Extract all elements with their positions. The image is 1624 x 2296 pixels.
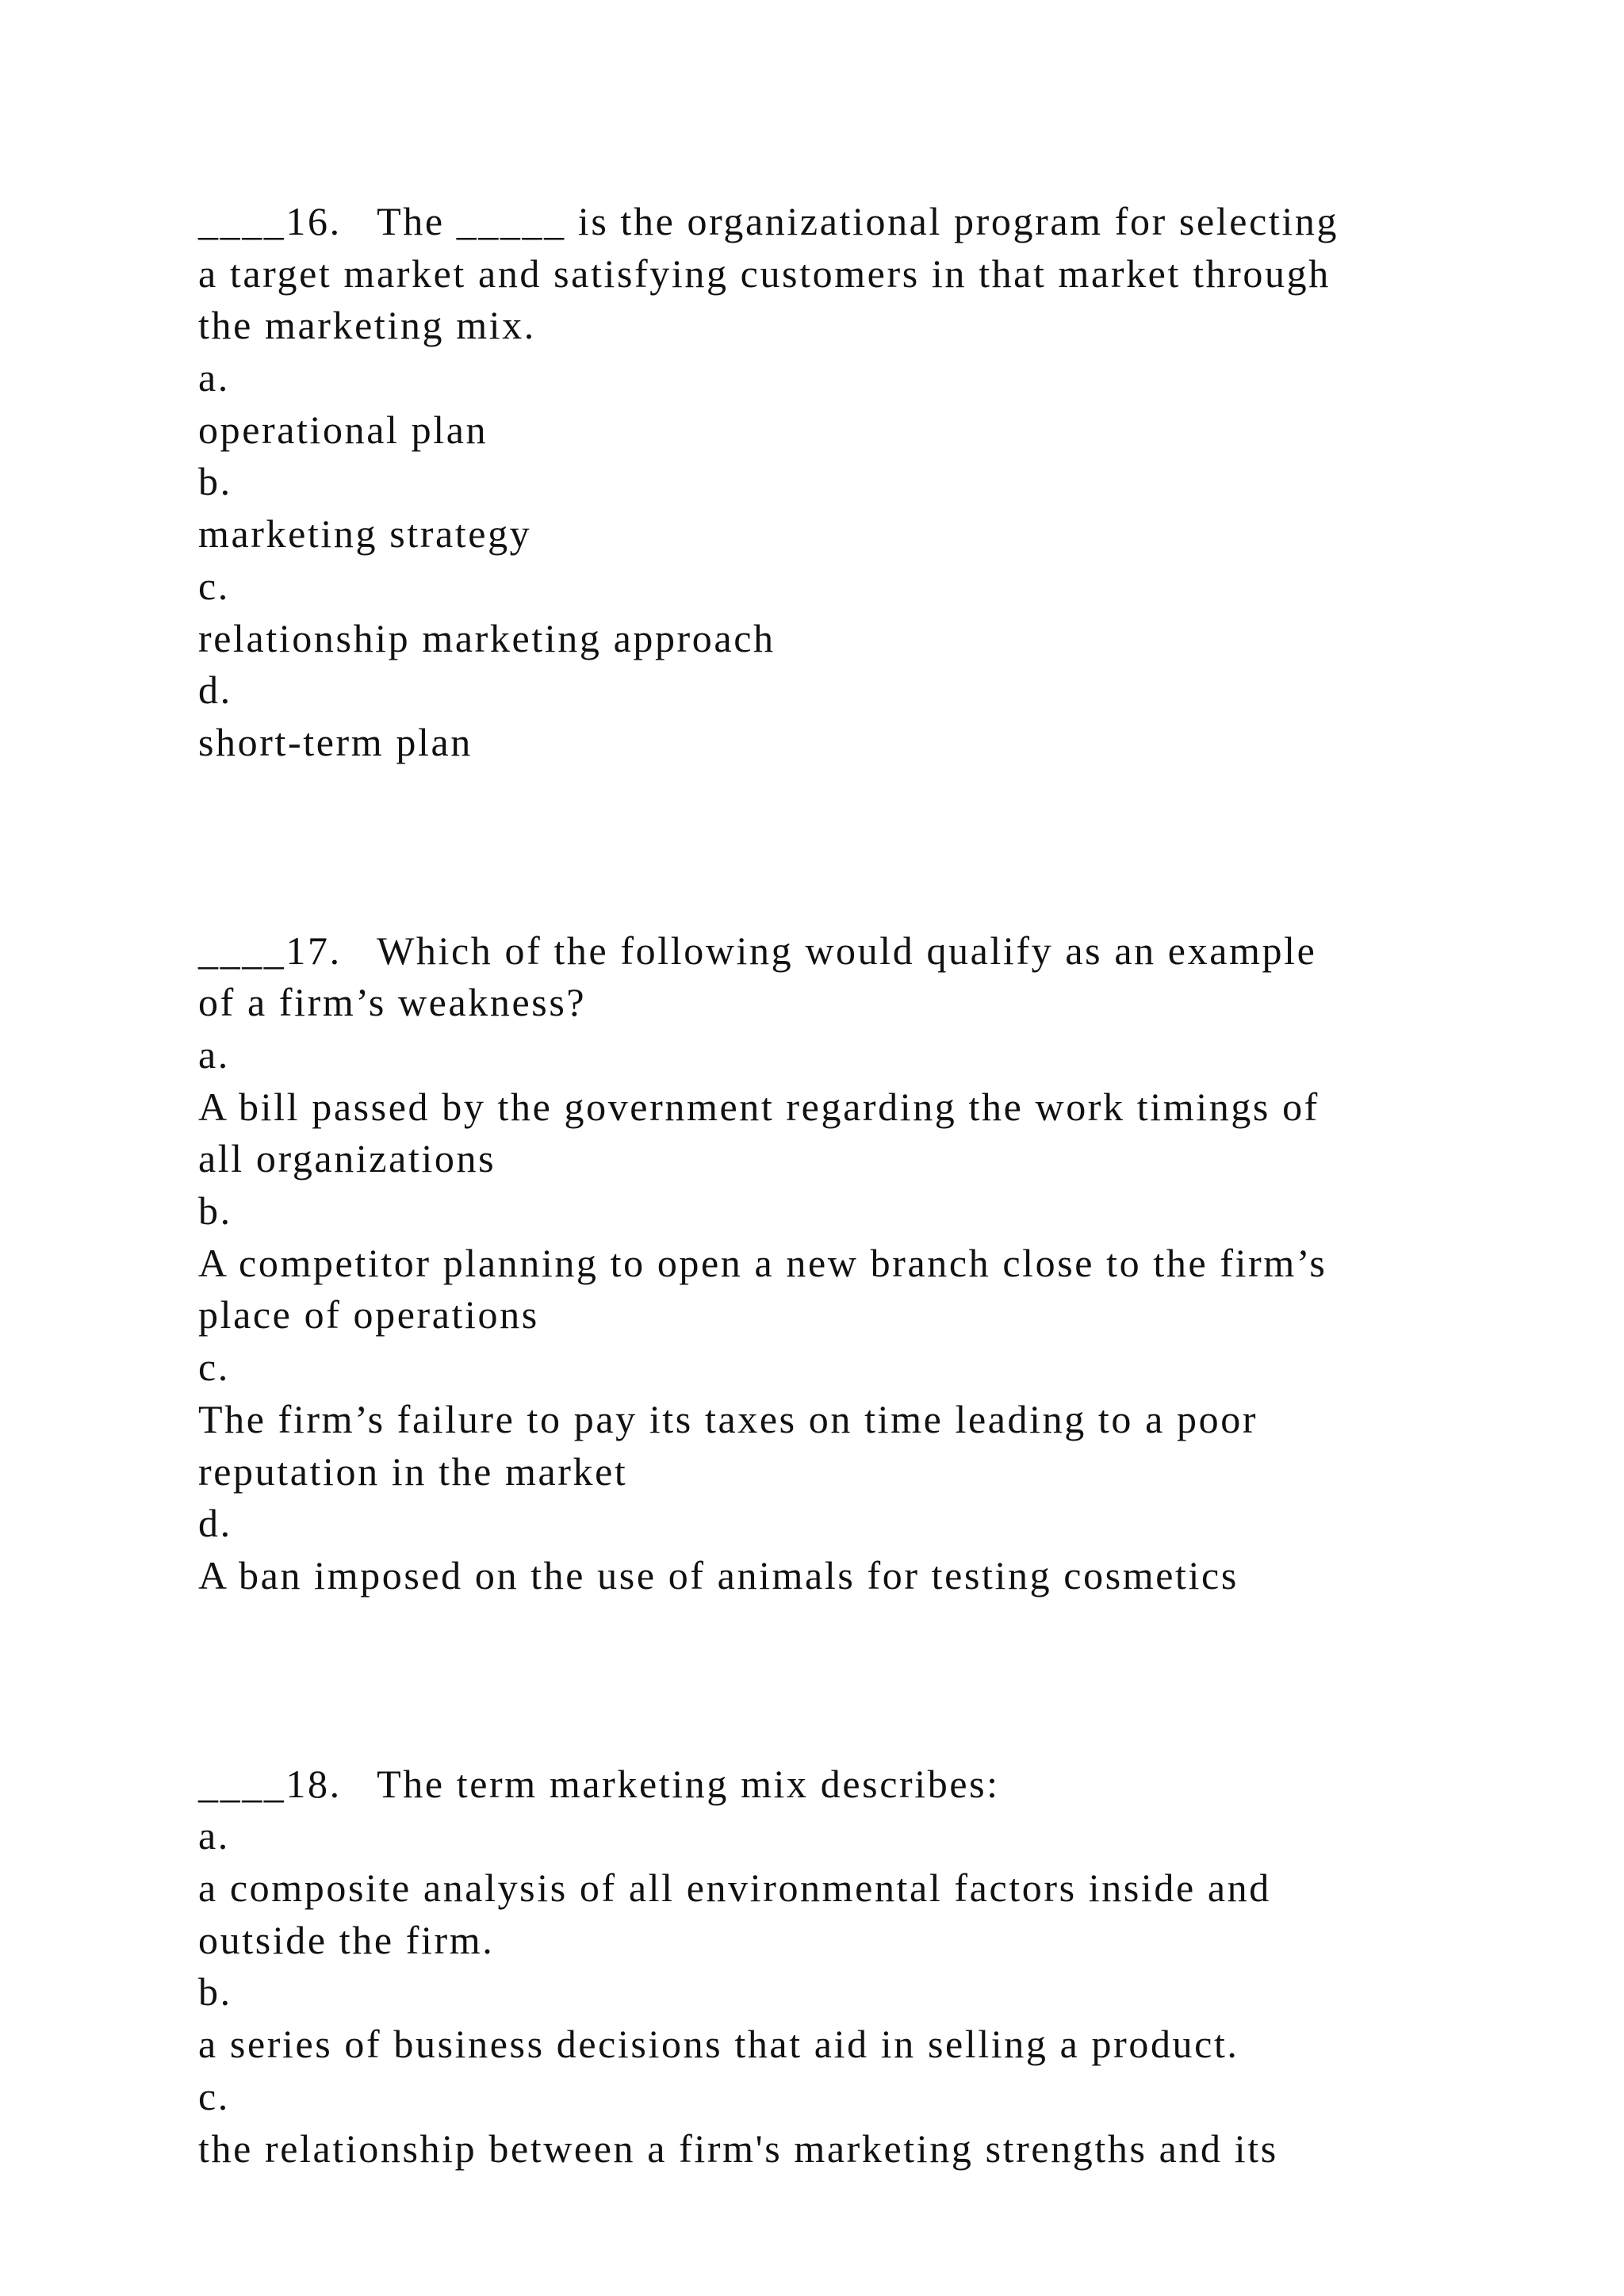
option-letter: c. [198, 1345, 230, 1390]
option-letter: b. [198, 1188, 232, 1234]
option-letter: b. [198, 1969, 232, 2015]
option-text: a composite analysis of all environmental factors inside and [198, 1866, 1271, 1911]
option-letter: a. [198, 355, 230, 400]
question-stem-line: ____16. The _____ is the organizational program for selecting [198, 199, 1339, 243]
option-text: relationship marketing approach [198, 615, 776, 660]
option-text: reputation in the market [198, 1448, 628, 1494]
question-stem-line: a target market and satisfying customers in that market through [198, 251, 1331, 296]
option-text: The firm’s failure to pay its taxes on time leading to a poor [198, 1396, 1258, 1441]
option-letter: a. [198, 1813, 230, 1858]
option-letter: d. [198, 668, 232, 713]
question-stem-line: ____18. The term marketing mix describes: [198, 1761, 1000, 1806]
question-16 [198, 196, 1499, 769]
option-letter: a. [198, 1032, 230, 1077]
option-text: place of operations [198, 1292, 539, 1337]
question-spacer [198, 769, 1499, 925]
option-text: the relationship between a firm's marketing strengths and its [198, 2126, 1278, 2171]
option-text: operational plan [198, 407, 488, 452]
option-text: A competitor planning to open a new branch close to the firm’s [198, 1240, 1327, 1285]
option-text: A ban imposed on the use of animals for testing cosmetics [198, 1552, 1239, 1598]
option-letter: d. [198, 1501, 232, 1546]
option-letter: c. [198, 2073, 230, 2118]
question-stem-line: of a firm’s weakness? [198, 980, 587, 1025]
question-stem-line: the marketing mix. [198, 303, 536, 348]
option-text: marketing strategy [198, 511, 532, 557]
option-text: a series of business decisions that aid in selling a product. [198, 2022, 1239, 2067]
option-text: A bill passed by the government regarding the work timings of [198, 1084, 1320, 1129]
option-letter: b. [198, 459, 232, 504]
question-spacer [198, 1602, 1499, 1758]
option-text: short-term plan [198, 719, 473, 764]
question-17 [198, 925, 1499, 1602]
option-text: outside the firm. [198, 1917, 495, 1962]
question-18 [198, 1758, 1499, 2175]
document-body [198, 196, 1499, 2175]
option-letter: c. [198, 563, 230, 608]
option-text: all organizations [198, 1136, 496, 1181]
question-stem-line: ____17. Which of the following would qualify as an example [198, 928, 1317, 973]
